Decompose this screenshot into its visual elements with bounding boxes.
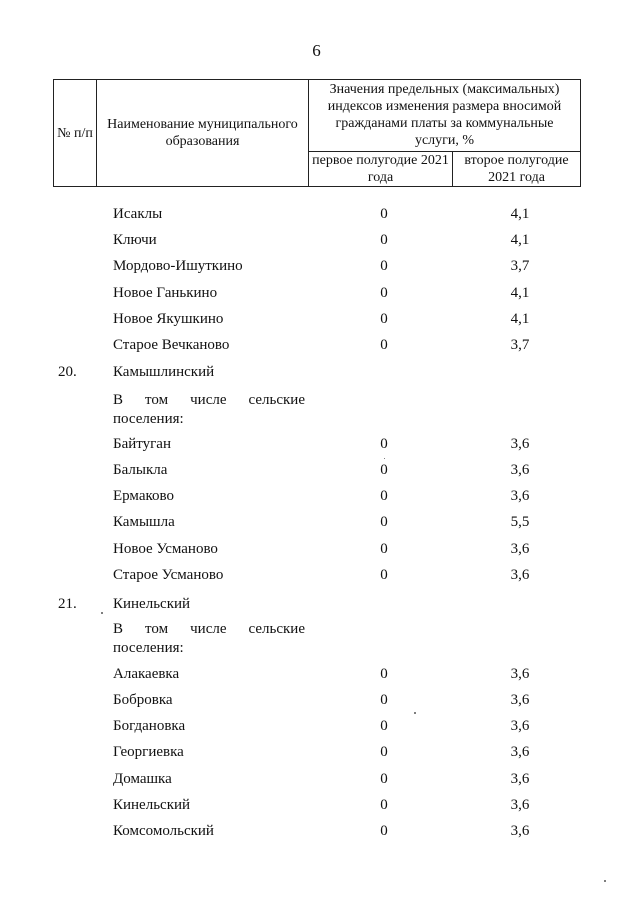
settlement-name: Богдановка bbox=[113, 718, 186, 734]
first-half-value: 0 bbox=[380, 666, 388, 682]
header-second-half-column: второе полугодие 2021 года bbox=[453, 151, 581, 186]
first-half-value: 0 bbox=[380, 744, 388, 760]
first-half-value: 0 bbox=[380, 541, 388, 557]
header-number-column: № п/п bbox=[54, 80, 97, 187]
settlement-name: Ермаково bbox=[113, 488, 174, 504]
scan-speck bbox=[384, 458, 385, 459]
subheading-line-2: поселения: bbox=[113, 411, 184, 427]
header-name-column: Наименование муниципального образования bbox=[97, 80, 309, 187]
scan-speck bbox=[604, 880, 606, 882]
first-half-value: 0 bbox=[380, 206, 388, 222]
second-half-value: 3,6 bbox=[510, 436, 530, 452]
second-half-value: 3,6 bbox=[510, 823, 530, 839]
first-half-value: 0 bbox=[380, 436, 388, 452]
second-half-value: 3,7 bbox=[510, 337, 530, 353]
settlement-name: Старое Усманово bbox=[113, 567, 224, 583]
table-row bbox=[0, 771, 633, 791]
second-half-value: 3,6 bbox=[510, 718, 530, 734]
first-half-value: 0 bbox=[380, 258, 388, 274]
settlement-name: Байтуган bbox=[113, 436, 171, 452]
district-row bbox=[0, 364, 633, 384]
table-row bbox=[0, 285, 633, 305]
table-row bbox=[0, 692, 633, 712]
first-half-value: 0 bbox=[380, 311, 388, 327]
settlement-name: Алакаевка bbox=[113, 666, 180, 682]
second-half-value: 3,6 bbox=[510, 462, 530, 478]
second-half-value: 4,1 bbox=[510, 311, 530, 327]
second-half-value: 3,6 bbox=[510, 666, 530, 682]
table-row bbox=[0, 567, 633, 587]
settlement-name: Бобровка bbox=[113, 692, 173, 708]
scan-speck bbox=[101, 612, 103, 614]
first-half-value: 0 bbox=[380, 514, 388, 530]
table-row bbox=[0, 337, 633, 357]
table-row bbox=[0, 488, 633, 508]
second-half-value: 3,7 bbox=[510, 258, 530, 274]
district-name: Камышлинский bbox=[113, 364, 215, 380]
table-row bbox=[0, 744, 633, 764]
settlement-name: Балыкла bbox=[113, 462, 168, 478]
first-half-value: 0 bbox=[380, 462, 388, 478]
first-half-value: 0 bbox=[380, 488, 388, 504]
subheading-line-1: В том числе сельские bbox=[113, 621, 305, 637]
first-half-value: 0 bbox=[380, 823, 388, 839]
second-half-value: 3,6 bbox=[510, 567, 530, 583]
table-row bbox=[0, 258, 633, 278]
settlement-name: Мордово-Ишуткино bbox=[113, 258, 243, 274]
district-row bbox=[0, 596, 633, 616]
table-row bbox=[0, 666, 633, 686]
page-number: 6 bbox=[312, 41, 321, 60]
settlement-name: Старое Вечканово bbox=[113, 337, 230, 353]
settlement-name: Исаклы bbox=[113, 206, 163, 222]
table-row bbox=[0, 232, 633, 252]
table-row bbox=[0, 436, 633, 456]
settlement-name: Новое Якушкино bbox=[113, 311, 224, 327]
district-name: Кинельский bbox=[113, 596, 191, 612]
first-half-value: 0 bbox=[380, 692, 388, 708]
second-half-value: 3,6 bbox=[510, 541, 530, 557]
table-row bbox=[0, 718, 633, 738]
table-row bbox=[0, 823, 633, 843]
second-half-value: 5,5 bbox=[510, 514, 530, 530]
first-half-value: 0 bbox=[380, 567, 388, 583]
settlement-name: Комсомольский bbox=[113, 823, 214, 839]
second-half-value: 3,6 bbox=[510, 771, 530, 787]
first-half-value: 0 bbox=[380, 232, 388, 248]
district-number: 21. bbox=[58, 596, 77, 612]
table-row bbox=[0, 514, 633, 534]
second-half-value: 4,1 bbox=[510, 285, 530, 301]
table-header bbox=[53, 79, 581, 187]
second-half-value: 4,1 bbox=[510, 232, 530, 248]
settlement-name: Камышла bbox=[113, 514, 175, 530]
table-row bbox=[0, 311, 633, 331]
scan-speck bbox=[414, 712, 416, 714]
first-half-value: 0 bbox=[380, 797, 388, 813]
header-values-column: Значения предельных (максимальных) индексов изменения размера вносимой гражданами платы за коммунальные услуги, % bbox=[309, 80, 581, 152]
second-half-value: 3,6 bbox=[510, 692, 530, 708]
settlement-name: Новое Усманово bbox=[113, 541, 218, 557]
rural-settlements-label bbox=[113, 620, 305, 658]
settlement-name: Георгиевка bbox=[113, 744, 184, 760]
header-first-half-column: первое полугодие 2021 года bbox=[309, 151, 453, 186]
first-half-value: 0 bbox=[380, 337, 388, 353]
second-half-value: 4,1 bbox=[510, 206, 530, 222]
rural-settlements-label bbox=[113, 391, 305, 429]
second-half-value: 3,6 bbox=[510, 488, 530, 504]
subheading-line-2: поселения: bbox=[113, 640, 184, 656]
first-half-value: 0 bbox=[380, 771, 388, 787]
settlement-name: Домашка bbox=[113, 771, 172, 787]
table-row bbox=[0, 541, 633, 561]
settlement-name: Ключи bbox=[113, 232, 157, 248]
settlement-name: Кинельский bbox=[113, 797, 191, 813]
first-half-value: 0 bbox=[380, 285, 388, 301]
table-row bbox=[0, 797, 633, 817]
settlement-name: Новое Ганькино bbox=[113, 285, 218, 301]
table-row bbox=[0, 206, 633, 226]
second-half-value: 3,6 bbox=[510, 744, 530, 760]
district-number: 20. bbox=[58, 364, 77, 380]
subheading-line-1: В том числе сельские bbox=[113, 392, 305, 408]
first-half-value: 0 bbox=[380, 718, 388, 734]
second-half-value: 3,6 bbox=[510, 797, 530, 813]
table-row bbox=[0, 462, 633, 482]
